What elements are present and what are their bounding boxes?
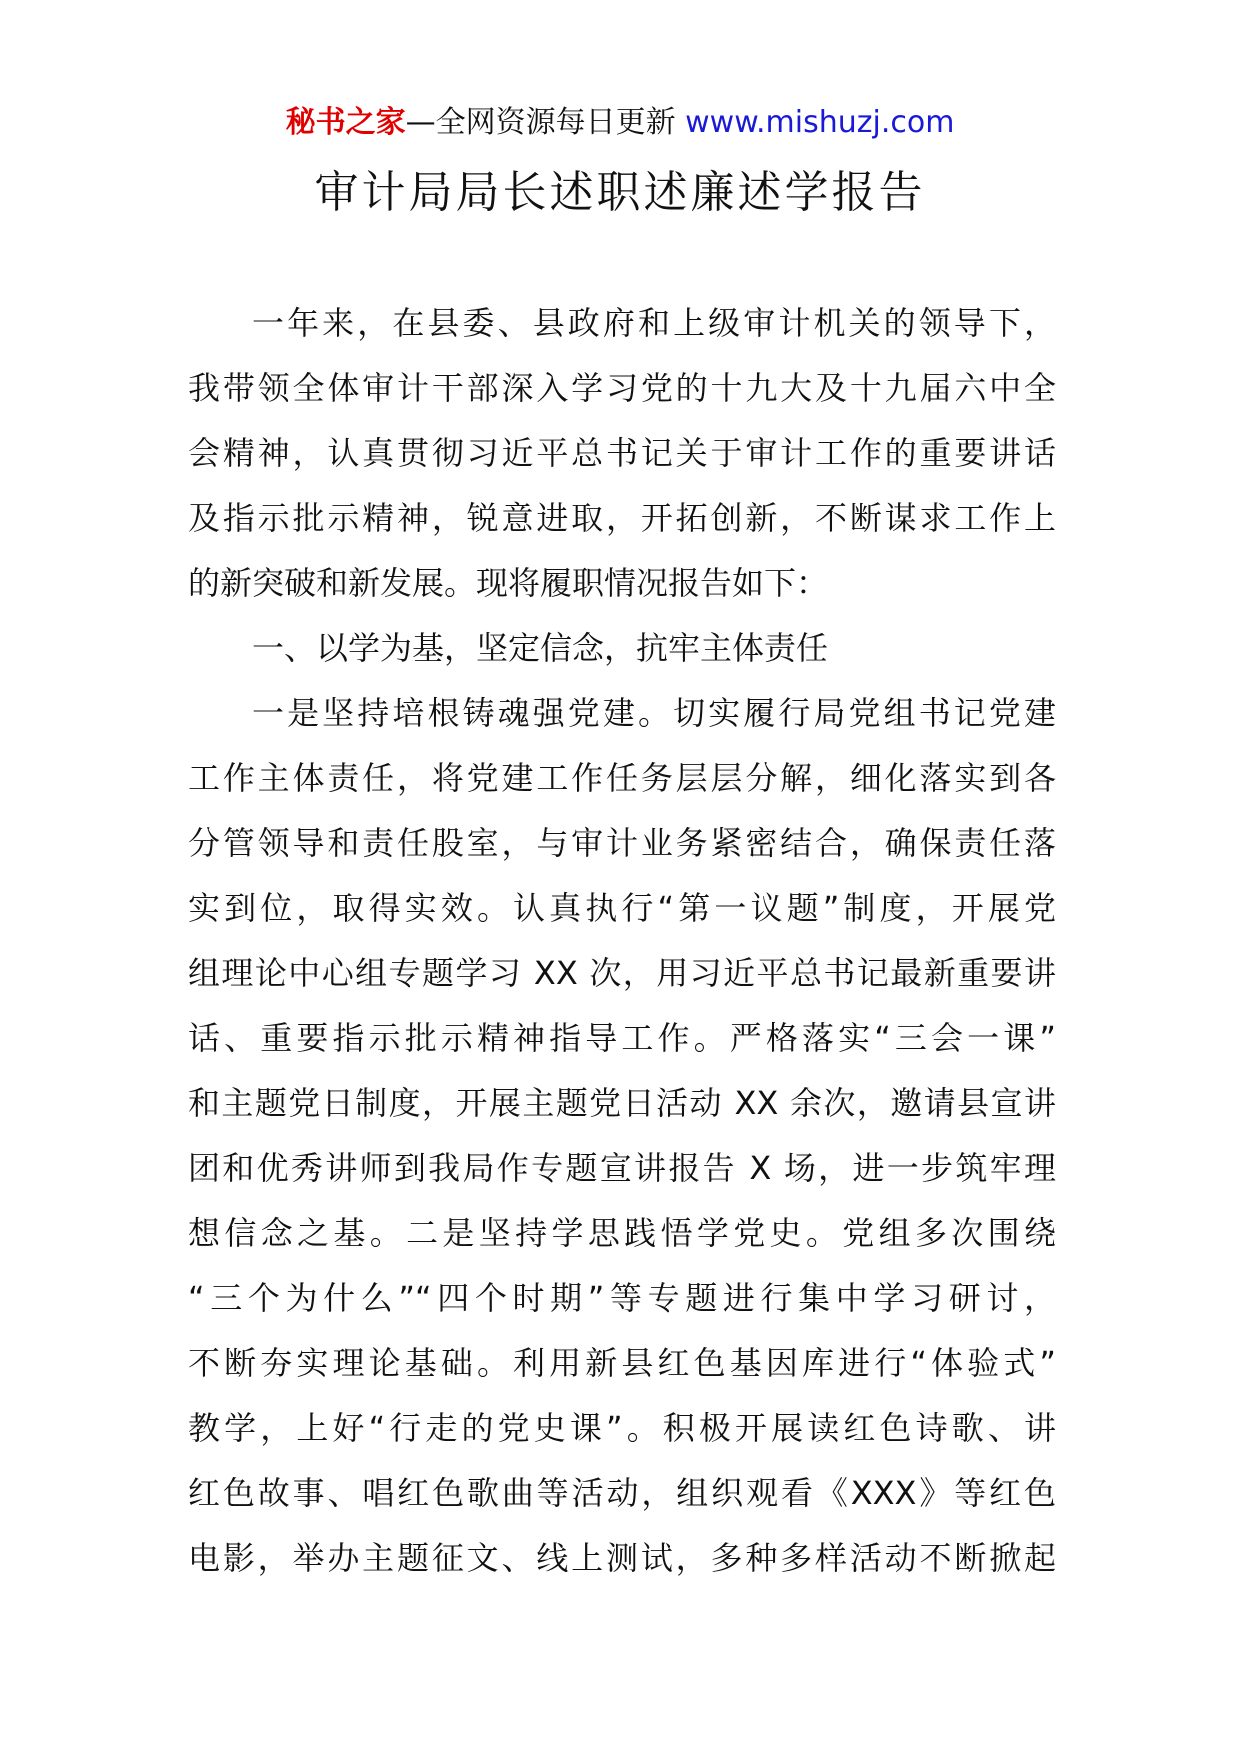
paragraph-line: 教学，上好“行走的党史课”。积极开展读红色诗歌、讲 — [188, 1409, 1056, 1447]
paragraph-line: 分管领导和责任股室，与审计业务紧密结合，确保责任落 — [188, 824, 1056, 862]
paragraph-line: 一年来，在县委、县政府和上级审计机关的领导下， — [252, 304, 1056, 342]
paragraph-line: “三个为什么”“四个时期”等专题进行集中学习研讨， — [188, 1279, 1056, 1317]
section-heading: 一、以学为基，坚定信念，抗牢主体责任 — [252, 629, 829, 667]
brand-name: 秘书之家 — [285, 105, 406, 140]
paragraph-line: 及指示批示精神，锐意进取，开拓创新，不断谋求工作上 — [188, 499, 1056, 537]
paragraph-line: 工作主体责任，将党建工作任务层层分解，细化落实到各 — [188, 759, 1056, 797]
paragraph-line: 我带领全体审计干部深入学习党的十九大及十九届六中全 — [188, 369, 1056, 407]
document-title: 审计局局长述职述廉述学报告 — [314, 167, 926, 218]
document-body — [188, 291, 1056, 1591]
paragraph-line: 组理论中心组专题学习 XX 次，用习近平总书记最新重要讲 — [188, 954, 1056, 992]
paragraph-line: 想信念之基。二是坚持学思践悟学党史。党组多次围绕 — [188, 1214, 1056, 1252]
paragraph-line: 会精神，认真贯彻习近平总书记关于审计工作的重要讲话 — [188, 434, 1056, 472]
paragraph-line: 团和优秀讲师到我局作专题宣讲报告 X 场，进一步筑牢理 — [188, 1149, 1056, 1187]
site-url-link[interactable]: www.mishuzj.com — [685, 105, 955, 140]
paragraph-line: 和主题党日制度，开展主题党日活动 XX 余次，邀请县宣讲 — [188, 1084, 1056, 1122]
paragraph-line: 红色故事、唱红色歌曲等活动，组织观看《XXX》等红色 — [188, 1474, 1056, 1512]
header-banner — [0, 98, 1240, 148]
header-tagline: —全网资源每日更新 — [405, 105, 676, 140]
paragraph-line: 一是坚持培根铸魂强党建。切实履行局党组书记党建 — [252, 694, 1056, 732]
paragraph-line: 的新突破和新发展。现将履职情况报告如下： — [188, 564, 829, 602]
paragraph-line: 实到位，取得实效。认真执行“第一议题”制度，开展党 — [188, 889, 1056, 927]
paragraph-line: 电影，举办主题征文、线上测试，多种多样活动不断掀起 — [188, 1539, 1056, 1577]
paragraph-line: 话、重要指示批示精神指导工作。严格落实“三会一课” — [188, 1019, 1056, 1057]
paragraph-line: 不断夯实理论基础。利用新县红色基因库进行“体验式” — [188, 1344, 1056, 1382]
